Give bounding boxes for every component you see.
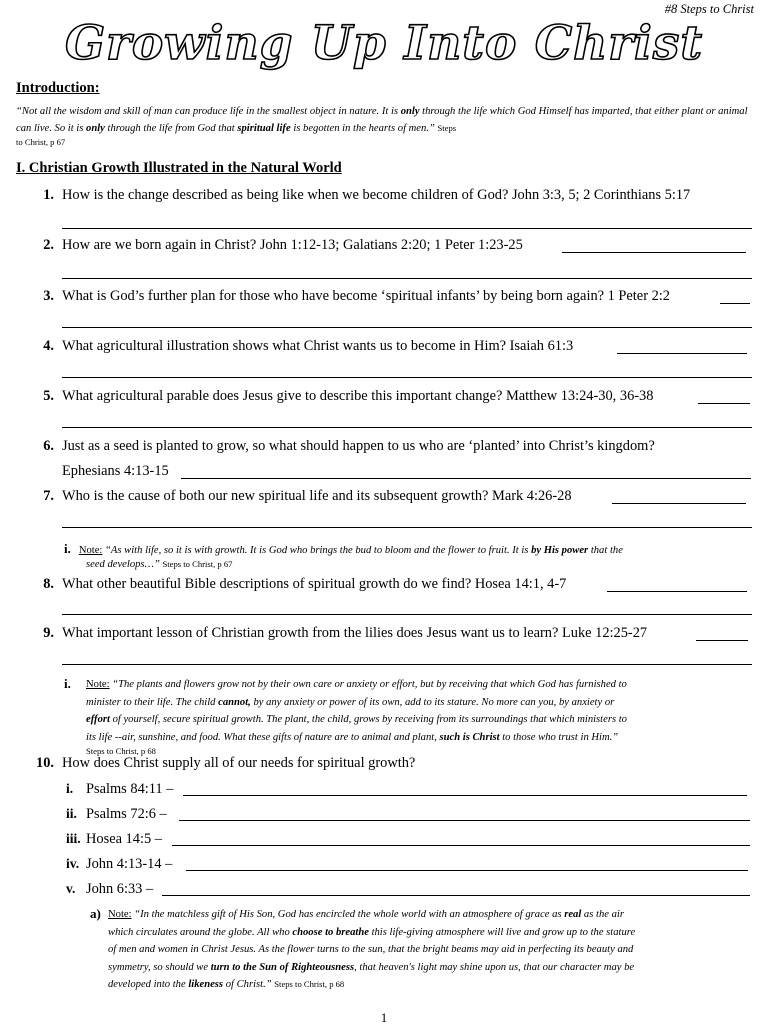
note-emphasis: effort xyxy=(86,714,110,725)
note-line xyxy=(86,694,758,712)
note-emphasis: choose to breathe xyxy=(292,926,369,938)
intro-quote-text: “Not all the wisdom and skill of man can produce life in the smallest object in nature. It is xyxy=(16,106,401,117)
answer-line[interactable] xyxy=(720,303,750,304)
sub-item-text: Psalms 84:11 – xyxy=(86,781,174,797)
note-emphasis: by His power xyxy=(531,545,589,556)
answer-line[interactable] xyxy=(62,278,752,279)
sub-item-text: John 6:33 – xyxy=(86,881,154,897)
answer-line[interactable] xyxy=(698,403,750,404)
note-text: which circulates around the globe. All who xyxy=(108,926,293,938)
intro-quote-text: through the life which God Himself has imparted, that either plant or animal can live. So it is xyxy=(16,106,748,134)
question-text: What agricultural illustration shows what Christ wants us to become in Him? Isaiah 61:3 xyxy=(62,338,574,354)
question-number: 7. xyxy=(43,488,54,504)
question-number: 6. xyxy=(43,438,54,454)
answer-line[interactable] xyxy=(62,327,752,328)
note-line xyxy=(108,941,758,959)
question-text: What is God’s further plan for those who have become ‘spiritual infants’ by being born again? 1 Peter 2:2 xyxy=(62,288,670,304)
answer-line[interactable] xyxy=(179,820,750,821)
page-number: 1 xyxy=(380,1010,388,1025)
intro-source: Steps xyxy=(437,123,457,133)
note-text: that the xyxy=(588,545,623,556)
intro-quote-emphasis: only xyxy=(86,123,105,134)
section-heading: I. Christian Growth Illustrated in the Natural World xyxy=(16,160,342,176)
series-label: #8 Steps to Christ xyxy=(664,2,754,16)
note-line xyxy=(108,906,758,924)
answer-line[interactable] xyxy=(181,478,751,479)
answer-line[interactable] xyxy=(172,845,750,846)
note-text: this life-giving atmosphere will live and grow up to the stature xyxy=(368,926,636,938)
question-text: What important lesson of Christian growth from the lilies does Jesus want us to learn? Luke 12:25-27 xyxy=(62,625,648,641)
note-text: , that heaven's light may shine upon us, that our character may be xyxy=(354,961,635,973)
note-emphasis: turn to the Sun of Righteousness xyxy=(210,961,355,973)
note-text: as the air xyxy=(581,909,624,920)
note-label: Note: xyxy=(86,679,110,690)
note-marker: i. xyxy=(64,676,71,691)
note-q7-line2 xyxy=(86,556,232,574)
note-text: of Christ.” xyxy=(223,979,272,990)
answer-line[interactable] xyxy=(62,527,752,528)
note-q9 xyxy=(86,676,758,757)
note-text: of men and women in Christ Jesus. As the flower turns to the sun, that the bright beams may aid in perfecting its beauty and xyxy=(108,944,634,955)
question-number: 4. xyxy=(43,338,54,354)
page-title: Growing Up Into Christ xyxy=(64,16,704,71)
question-number: 1. xyxy=(43,187,54,203)
note-line xyxy=(108,924,758,942)
intro-quote xyxy=(16,104,751,137)
answer-line[interactable] xyxy=(62,664,752,665)
answer-line[interactable] xyxy=(696,640,748,641)
note-source: Steps to Christ, p 68 xyxy=(274,979,345,989)
question-text: How is the change described as being like when we become children of God? John 3:3, 5; 2 Corinthians 5:17 xyxy=(62,187,691,203)
question-text: What agricultural parable does Jesus give to describe this important change? Matthew 13:24-30, 36-38 xyxy=(62,388,654,404)
answer-line[interactable] xyxy=(617,353,747,354)
answer-line[interactable] xyxy=(612,503,746,504)
answer-line[interactable] xyxy=(62,427,752,428)
intro-quote-emphasis: spiritual life xyxy=(237,123,291,134)
note-text: minister to their life. The child xyxy=(86,696,219,708)
question-text: What other beautiful Bible descriptions of spiritual growth do we find? Hosea 14:1, 4-7 xyxy=(62,576,567,592)
answer-line[interactable] xyxy=(607,591,747,592)
question-number: 9. xyxy=(43,625,54,641)
sub-item-number: iv. xyxy=(66,856,80,871)
intro-quote-emphasis: only xyxy=(400,106,420,117)
answer-line[interactable] xyxy=(62,377,752,378)
question-text: How does Christ supply all of our needs for spiritual growth? xyxy=(62,755,416,771)
note-text: to those who trust in Him.” xyxy=(499,731,619,743)
sub-item-number: i. xyxy=(66,781,74,796)
question-number: 8. xyxy=(43,576,54,592)
note-text: its life --air, sunshine, and food. What these gifts of nature are to animal and plant, xyxy=(86,731,440,743)
note-emphasis: likeness xyxy=(188,979,224,990)
note-emphasis: real xyxy=(564,909,582,920)
note-q10 xyxy=(108,906,758,994)
question-text: Just as a seed is planted to grow, so what should happen to us who are ‘planted’ into Christ’s kingdom? xyxy=(62,438,655,454)
question-6-reference: Ephesians 4:13-15 xyxy=(62,463,169,479)
note-emphasis: cannot, xyxy=(218,696,251,708)
sub-item-text: John 4:13-14 – xyxy=(86,856,173,872)
note-source: Steps to Christ, p 67 xyxy=(162,559,233,569)
intro-heading: Introduction: xyxy=(16,80,100,96)
note-line xyxy=(86,711,758,729)
question-number: 2. xyxy=(43,237,54,253)
question-text: How are we born again in Christ? John 1:12-13; Galatians 2:20; 1 Peter 1:23-25 xyxy=(62,237,523,253)
intro-source-line2: to Christ, p 67 xyxy=(16,137,66,147)
note-label: Note: xyxy=(78,545,103,556)
note-text: seed develops…” xyxy=(86,559,160,570)
note-marker: a) xyxy=(90,906,101,921)
answer-line[interactable] xyxy=(162,895,750,896)
note-text: by any anxiety or power of its own, add to its stature. No more can you, by anxiety or xyxy=(250,696,615,708)
question-text: Who is the cause of both our new spiritual life and its subsequent growth? Mark 4:26-28 xyxy=(62,488,572,504)
question-number: 3. xyxy=(43,288,54,304)
sub-item-text: Hosea 14:5 – xyxy=(86,831,162,847)
question-number: 5. xyxy=(43,388,54,404)
note-line xyxy=(108,959,758,977)
note-line xyxy=(86,676,758,694)
answer-line[interactable] xyxy=(183,795,747,796)
answer-line[interactable] xyxy=(62,614,752,615)
note-source: Steps to Christ, p 68 xyxy=(86,746,156,756)
intro-quote-text: is begotten in the hearts of men.” xyxy=(290,123,435,134)
intro-quote-text: through the life from God that xyxy=(104,123,238,134)
note-text: “The plants and flowers grow not by their own care or anxiety or effort, but by receiving that which God has furnished to xyxy=(112,679,627,690)
note-emphasis: such is Christ xyxy=(439,731,500,743)
sub-item-number: ii. xyxy=(66,806,77,821)
note-text: symmetry, so should we xyxy=(108,961,211,973)
note-label: Note: xyxy=(108,909,132,920)
note-text: developed into the xyxy=(108,979,189,990)
note-text: of yourself, secure spiritual growth. The plant, the child, grows by receiving from its surroundings that which ministers to xyxy=(109,714,627,725)
sub-item-number: v. xyxy=(66,881,76,896)
sub-item-text: Psalms 72:6 – xyxy=(86,806,167,822)
note-text: “As with life, so it is with growth. It is God who brings the bud to bloom and the flower to fruit. It is xyxy=(105,545,532,556)
answer-line[interactable] xyxy=(562,252,746,253)
question-number: 10. xyxy=(36,755,54,771)
answer-line[interactable] xyxy=(62,228,752,229)
note-text: “In the matchless gift of His Son, God has encircled the whole world with an atmosphere of grace as xyxy=(134,909,565,920)
sub-item-number: iii. xyxy=(66,831,81,846)
answer-line[interactable] xyxy=(186,870,748,871)
note-line xyxy=(86,729,758,747)
note-marker: i. xyxy=(64,541,71,556)
note-line xyxy=(108,976,758,994)
